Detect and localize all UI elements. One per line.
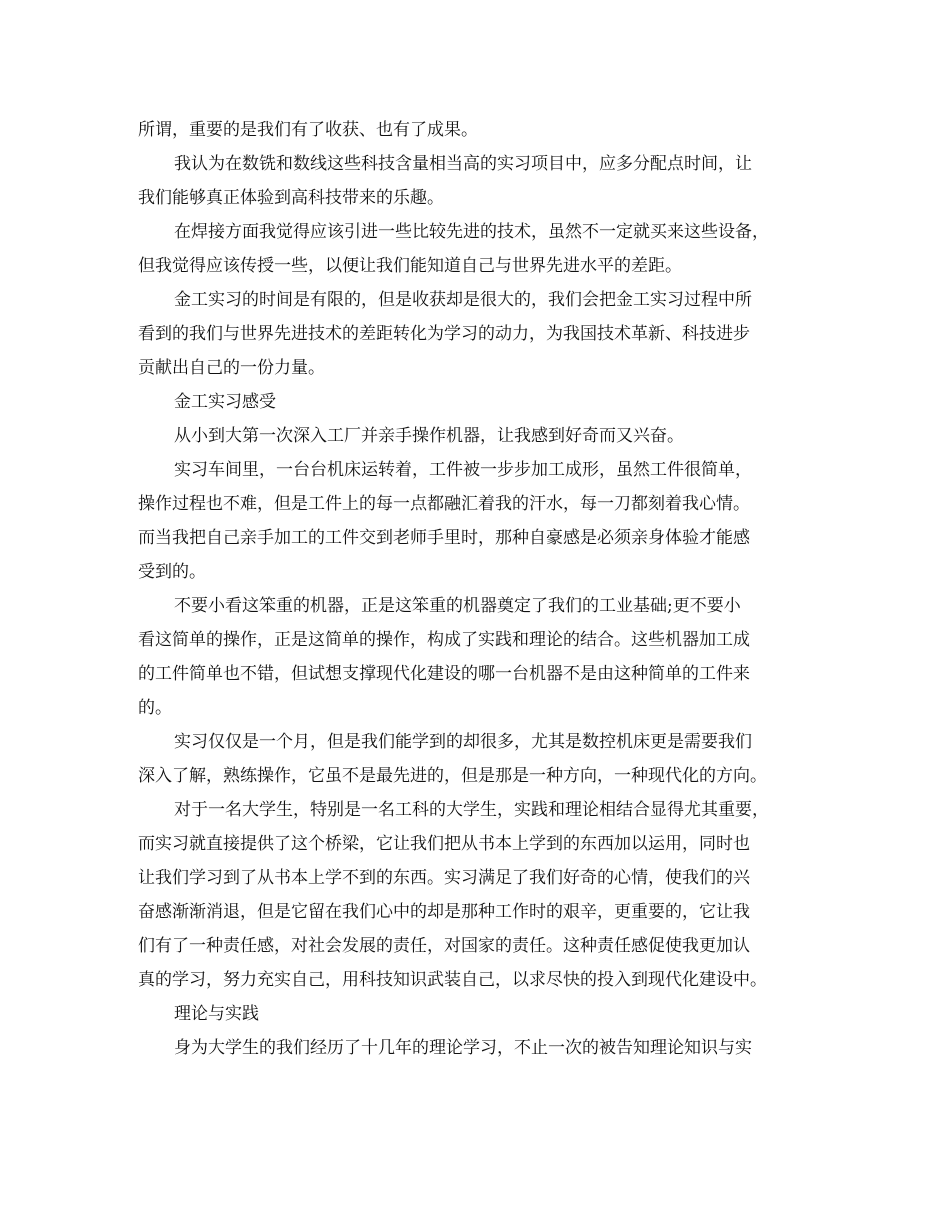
text-line: 受到的。 xyxy=(138,562,206,582)
text-line: 真的学习，努力充实自己，用科技知识武装自己，以求尽快的投入到现代化建设中。 xyxy=(138,970,767,990)
paragraph-start-line: 我认为在数铣和数线这些科技含量相当高的实习项目中，应多分配点时间，让 xyxy=(174,154,752,174)
text-line: 而当我把自己亲手加工的工件交到老师手里时，那种自豪感是必须亲身体验才能感 xyxy=(138,528,750,548)
text-line: 而实习就直接提供了这个桥梁，它让我们把从书本上学到的东西加以运用，同时也 xyxy=(138,834,750,854)
text-line: 们有了一种责任感，对社会发展的责任，对国家的责任。这种责任感促使我更加认 xyxy=(138,936,750,956)
document-body xyxy=(138,113,818,1065)
text-line: 我们能够真正体验到高科技带来的乐趣。 xyxy=(138,188,444,208)
section-heading: 金工实习感受 xyxy=(174,392,276,412)
text-line: 的。 xyxy=(138,698,172,718)
text-line: 奋感渐渐消退，但是它留在我们心中的却是那种工作时的艰辛，更重要的，它让我 xyxy=(138,902,750,922)
text-line: 的工件简单也不错，但试想支撑现代化建设的哪一台机器不是由这种简单的工件来 xyxy=(138,664,750,684)
paragraph-start-line: 在焊接方面我觉得应该引进一些比较先进的技术，虽然不一定就买来这些设备， xyxy=(174,222,769,242)
paragraph-start-line: 实习仅仅是一个月，但是我们能学到的却很多，尤其是数控机床更是需要我们 xyxy=(174,732,752,752)
paragraph-start-line: 身为大学生的我们经历了十几年的理论学习，不止一次的被告知理论知识与实 xyxy=(174,1038,752,1058)
paragraph-start-line: 对于一名大学生，特别是一名工科的大学生，实践和理论相结合显得尤其重要， xyxy=(174,800,769,820)
text-line: 所谓，重要的是我们有了收获、也有了成果。 xyxy=(138,120,478,140)
text-line: 看到的我们与世界先进技术的差距转化为学习的动力，为我国技术革新、科技进步 xyxy=(138,324,750,344)
paragraph-start-line: 从小到大第一次深入工厂并亲手操作机器，让我感到好奇而又兴奋。 xyxy=(174,426,684,446)
paragraph-start-line: 实习车间里，一台台机床运转着，工件被一步步加工成形，虽然工件很简单， xyxy=(174,460,752,480)
text-line: 操作过程也不难，但是工件上的每一点都融汇着我的汗水，每一刀都刻着我心情。 xyxy=(138,494,750,514)
section-heading: 理论与实践 xyxy=(174,1004,259,1024)
text-line: 让我们学习到了从书本上学不到的东西。实习满足了我们好奇的心情，使我们的兴 xyxy=(138,868,750,888)
paragraph-start-line: 不要小看这笨重的机器，正是这笨重的机器奠定了我们的工业基础;更不要小 xyxy=(174,596,741,616)
text-line: 看这简单的操作，正是这简单的操作，构成了实践和理论的结合。这些机器加工成 xyxy=(138,630,750,650)
text-line: 贡献出自己的一份力量。 xyxy=(138,358,325,378)
paragraph-start-line: 金工实习的时间是有限的，但是收获却是很大的，我们会把金工实习过程中所 xyxy=(174,290,752,310)
text-line: 但我觉得应该传授一些，以便让我们能知道自己与世界先进水平的差距。 xyxy=(138,256,682,276)
text-line: 深入了解，熟练操作，它虽不是最先进的，但是那是一种方向，一种现代化的方向。 xyxy=(138,766,767,786)
